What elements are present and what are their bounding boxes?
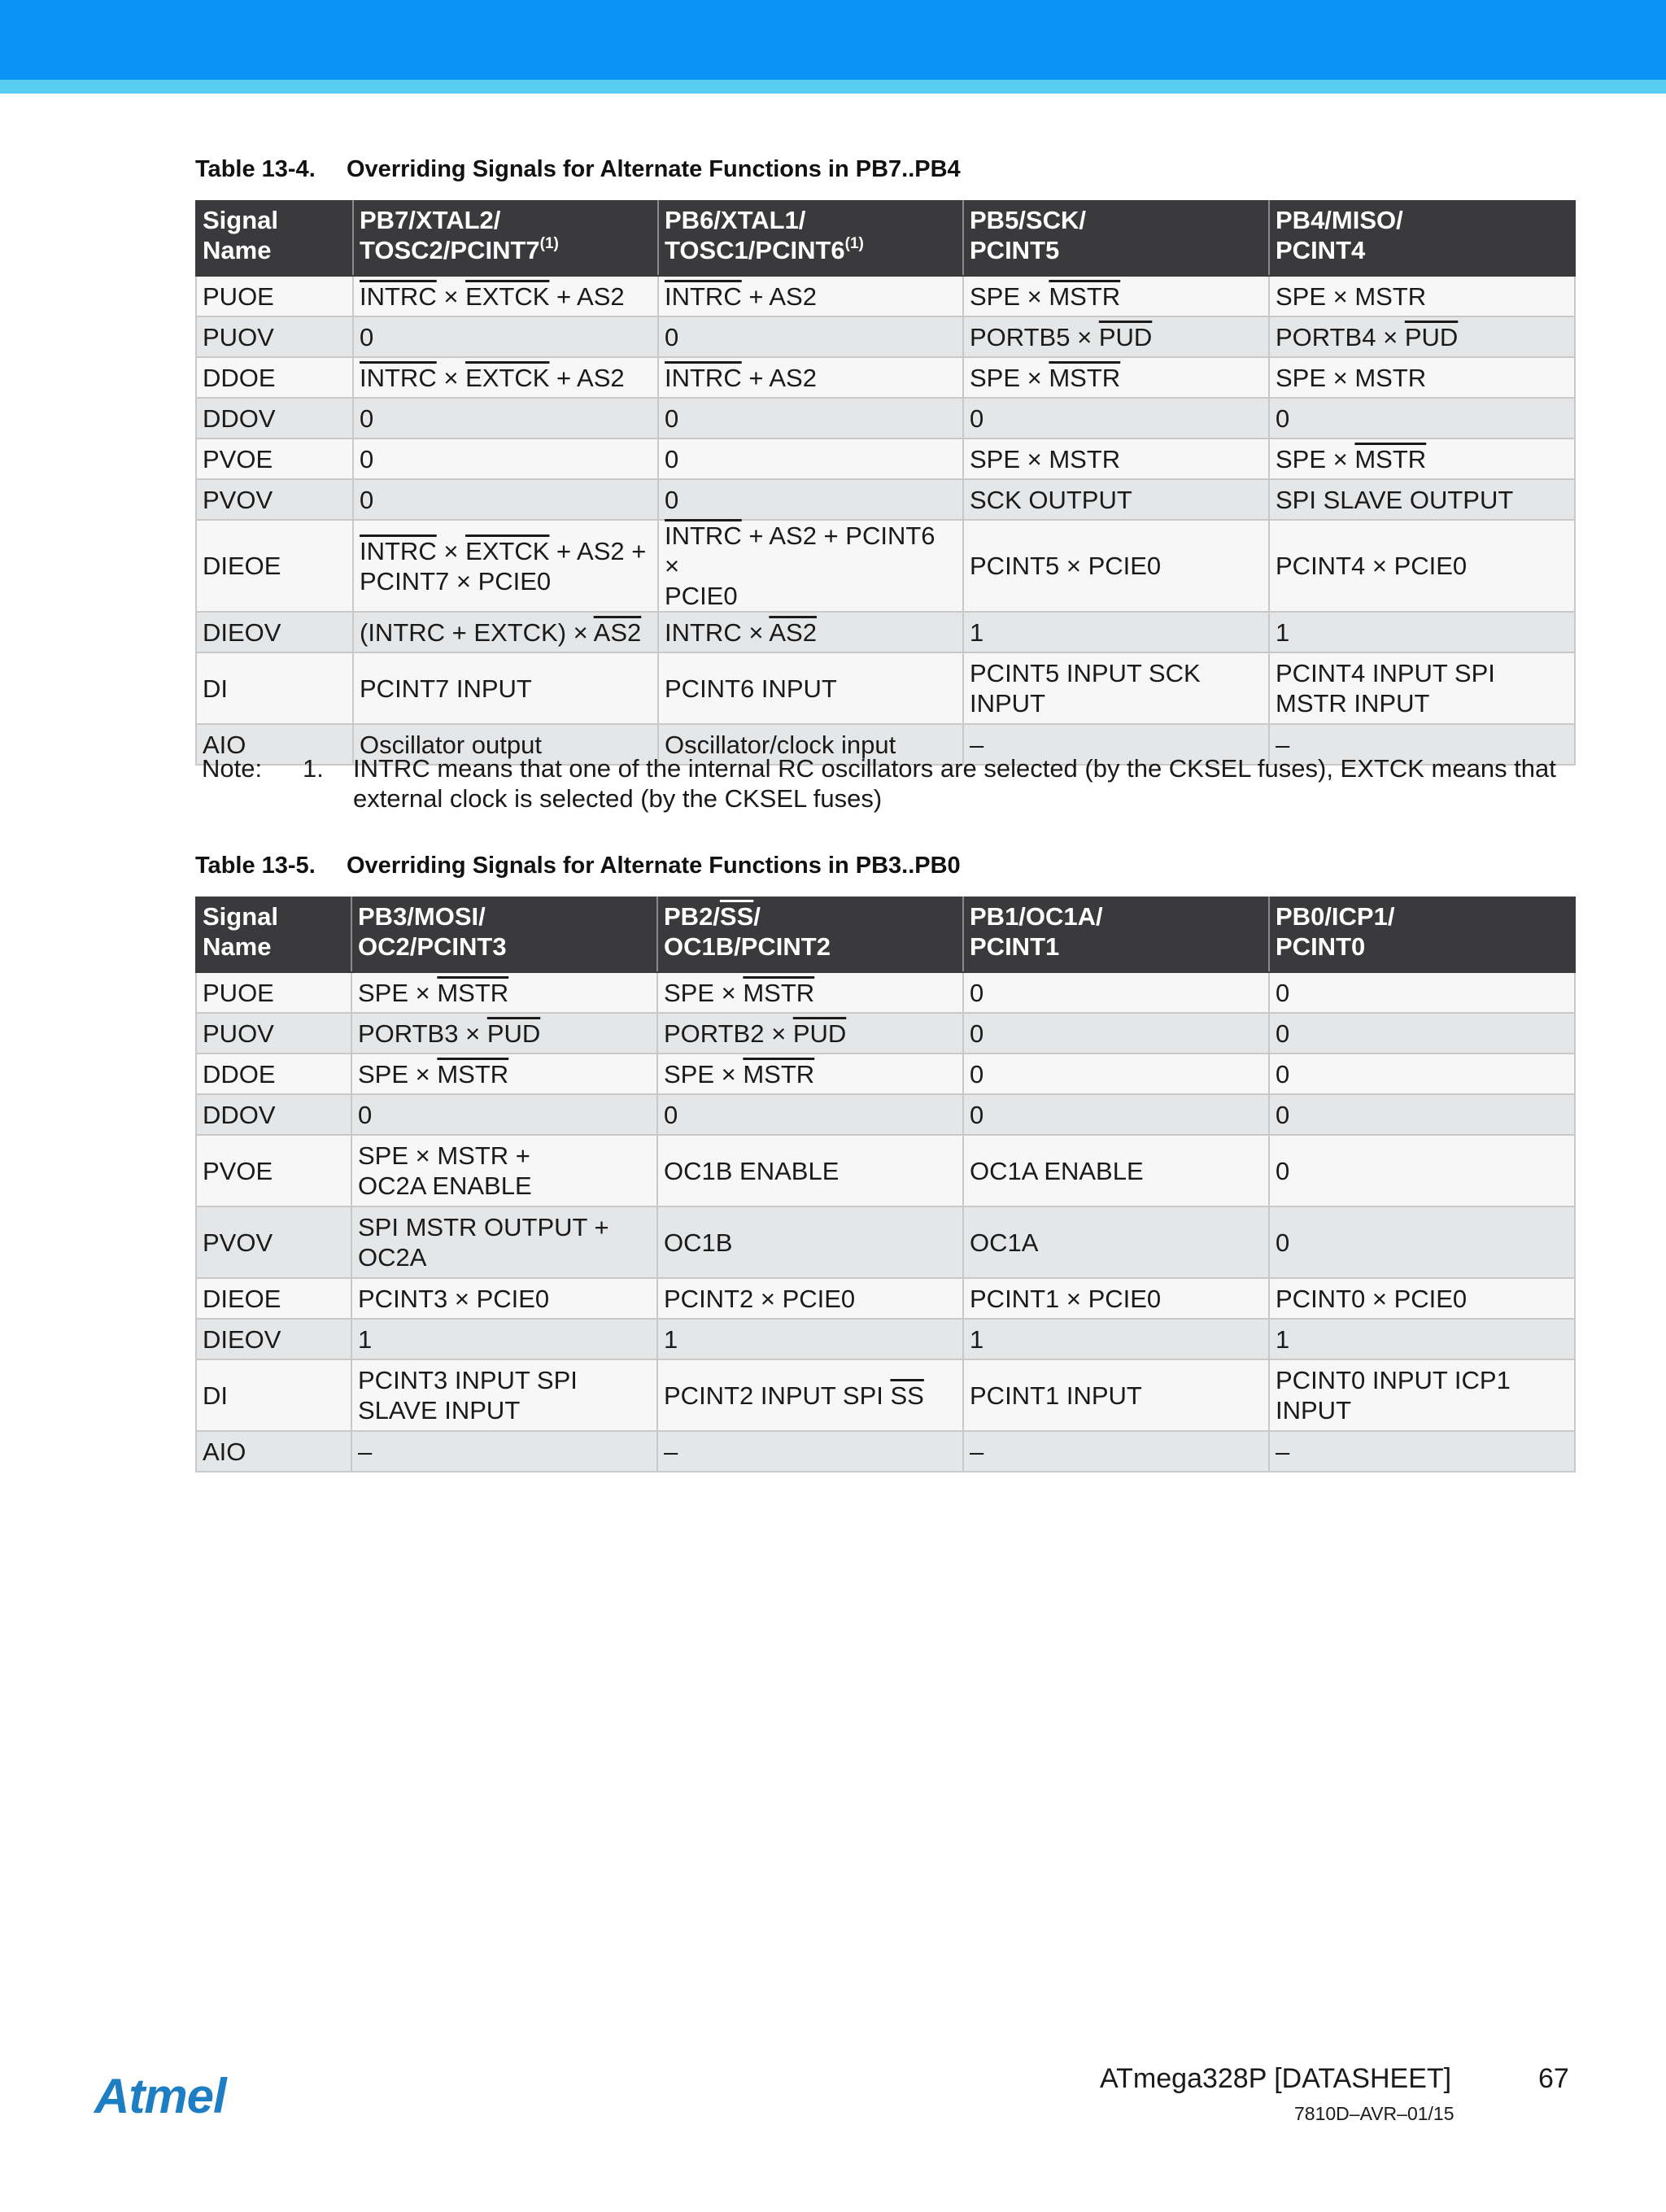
table-cell: SPE × MSTR [1269,438,1575,479]
document-code: 7810D–AVR–01/15 [1294,2103,1454,2124]
table1-header-row [196,201,1575,276]
table-cell: SPE × MSTR [657,972,963,1013]
table-row [196,398,1575,438]
table-cell: – [963,724,1269,765]
table-cell: 1 [963,1319,1269,1359]
note-number: 1. [303,754,324,783]
table2-caption [195,853,961,879]
table-cell: 0 [351,1094,657,1135]
signal-name-cell: DIEOV [196,1319,351,1359]
table-row [196,479,1575,520]
table-cell: INTRC + AS2 [658,357,963,398]
table-row [196,652,1575,724]
table-cell: PCINT4 × PCIE0 [1269,520,1575,612]
header-bar [0,0,1666,80]
table-cell: PORTB4 × $\overline{PUD}$ [1269,316,1575,357]
table-cell: PCINT3 × PCIE0 [351,1278,657,1319]
table-cell: OC1B [657,1206,963,1278]
table-cell: 0 [1269,398,1575,438]
table-cell: 1 [351,1319,657,1359]
signal-name-cell: PUOV [196,316,353,357]
table-cell: – [963,1431,1269,1472]
table-cell: PORTB5 × $\overline{PUD}$ [963,316,1269,357]
table-row [196,357,1575,398]
table-cell: 0 [353,479,658,520]
signal-name-cell: DDOV [196,398,353,438]
table-cell: INTRC × EXTCK + AS2 + PCINT7 × PCIE0 [353,520,658,612]
table-row [196,1278,1575,1319]
table-row [196,520,1575,612]
table2-caption-title: Overriding Signals for Alternate Functions in PB3..PB0 [347,853,961,879]
signal-name-cell: PVOV [196,1206,351,1278]
table-row [196,1094,1575,1135]
table-cell: 0 [963,972,1269,1013]
table-cell: SPE × MSTR [657,1054,963,1094]
table-cell: 0 [1269,1013,1575,1054]
table-cell: SPE × MSTR [1269,357,1575,398]
signal-name-cell: DDOE [196,357,353,398]
table-cell: 0 [963,1054,1269,1094]
table-cell: Oscillator/clock input [658,724,963,765]
table-cell: SPE × MSTR [963,276,1269,316]
table-cell: PCINT5 INPUT SCK INPUT [963,652,1269,724]
table-cell: SPE × MSTR [963,357,1269,398]
table-cell: 0 [658,316,963,357]
table-cell: SPE × MSTR + OC2A ENABLE [351,1135,657,1206]
table1-caption [195,156,961,183]
signal-name-cell: AIO [196,1431,351,1472]
table-cell: SPI SLAVE OUTPUT [1269,479,1575,520]
signal-name-cell: PUOV [196,1013,351,1054]
table2-header-pb2: $PB2/\overline{SS}/$ OC1B/PCINT2 [657,897,963,972]
table-cell: OC1A [963,1206,1269,1278]
table-cell: SPI MSTR OUTPUT + OC2A [351,1206,657,1278]
table-cell: PORTB3 × $\overline{PUD}$ [351,1013,657,1054]
table-cell: 0 [658,438,963,479]
table-cell: 0 [963,1013,1269,1054]
table-cell: PCINT1 × PCIE0 [963,1278,1269,1319]
table-row [196,1013,1575,1054]
note-text: INTRC means that one of the internal RC oscillators are selected (by the CKSEL fuses), EXTCK means that external clock is selected (by the CKSEL fuses) [353,754,1556,813]
table-row [196,1206,1575,1278]
table-cell: 0 [657,1094,963,1135]
table-cell: PCINT5 × PCIE0 [963,520,1269,612]
signal-name-cell: PUOE [196,276,353,316]
table-cell: OC1B ENABLE [657,1135,963,1206]
table-cell: – [657,1431,963,1472]
table-cell: INTRC × AS2 [658,612,963,652]
table-cell: 0 [1269,1135,1575,1206]
signal-name-cell: DI [196,1359,351,1431]
signal-name-cell: PVOE [196,1135,351,1206]
table-cell: INTRC × EXTCK + AS2 [353,276,658,316]
table1 [195,200,1576,766]
table-cell: PCINT6 INPUT [658,652,963,724]
table-cell: 0 [963,1094,1269,1135]
atmel-logo: Atmel [94,2069,226,2123]
table-row [196,438,1575,479]
signal-name-cell: PVOE [196,438,353,479]
table-cell: INTRC × EXTCK + AS2 [353,357,658,398]
table-row [196,1359,1575,1431]
table-cell: – [1269,1431,1575,1472]
signal-name-cell: PUOE [196,972,351,1013]
table-cell: 0 [963,398,1269,438]
signal-name-cell: DIEOV [196,612,353,652]
signal-name-cell: PVOV [196,479,353,520]
signal-name-cell: DDOV [196,1094,351,1135]
table-cell: 0 [1269,1206,1575,1278]
signal-name-cell: DDOE [196,1054,351,1094]
table1-header-pb5: PB5/SCK/ PCINT5 [963,201,1269,276]
table-cell: SCK OUTPUT [963,479,1269,520]
table-cell: 0 [1269,972,1575,1013]
signal-name-cell: DIEOE [196,520,353,612]
signal-name-cell: DIEOE [196,1278,351,1319]
table2-header-row [196,897,1575,972]
table1-header-pb4: PB4/MISO/ PCINT4 [1269,201,1575,276]
table-cell: – [351,1431,657,1472]
table-cell: PCINT2 INPUT SPI $\overline{SS}$ [657,1359,963,1431]
table2-header-pb1: PB1/OC1A/ PCINT1 [963,897,1269,972]
table-cell: INTRC + AS2 + PCINT6 × PCIE0 [658,520,963,612]
signal-name-cell: DI [196,652,353,724]
table-cell: 1 [1269,1319,1575,1359]
table-cell: SPE × MSTR [1269,276,1575,316]
table-row [196,316,1575,357]
table-cell: 0 [658,479,963,520]
header-stripe [0,80,1666,94]
table2-header-pb0: PB0/ICP1/ PCINT0 [1269,897,1575,972]
page-number: 67 [1538,2063,1569,2094]
table2 [195,897,1576,1472]
table-cell: SPE × MSTR [963,438,1269,479]
table-cell: SPE × MSTR [351,1054,657,1094]
table-cell: 1 [963,612,1269,652]
signal-name-cell: AIO [196,724,353,765]
table2-caption-number: Table 13-5. [195,853,316,879]
table1-caption-title: Overriding Signals for Alternate Functions in PB7..PB4 [347,156,961,182]
table-cell: PCINT4 INPUT SPI MSTR INPUT [1269,652,1575,724]
table1-header-signal-name: Signal Name [196,201,353,276]
table-cell: – [1269,724,1575,765]
table-cell: 1 [657,1319,963,1359]
table1-header-pb7: PB7/XTAL2/ TOSC2/PCINT7$^{(1)}$ [353,201,658,276]
table-cell: 0 [353,438,658,479]
table-cell: INTRC + AS2 [658,276,963,316]
table-cell: 0 [353,316,658,357]
table-cell: PCINT0 INPUT ICP1 INPUT [1269,1359,1575,1431]
table-row [196,972,1575,1013]
table-cell: PCINT0 × PCIE0 [1269,1278,1575,1319]
table2-header-pb3: PB3/MOSI/ OC2/PCINT3 [351,897,657,972]
table1-caption-number: Table 13-4. [195,156,316,182]
table-row [196,1319,1575,1359]
table-row [196,1054,1575,1094]
note-label: Note: [202,754,263,783]
table-row [196,612,1575,652]
table-cell: 0 [1269,1054,1575,1094]
footer-title: ATmega328P [DATASHEET] [1100,2063,1452,2094]
table-cell: Oscillator output [353,724,658,765]
table2-header-signal-name: Signal Name [196,897,351,972]
table-cell: PORTB2 × $\overline{PUD}$ [657,1013,963,1054]
table-cell: PCINT1 INPUT [963,1359,1269,1431]
table-cell: 0 [658,398,963,438]
table-cell: PCINT7 INPUT [353,652,658,724]
table-row [196,1135,1575,1206]
table-row [196,1431,1575,1472]
table-cell: 0 [1269,1094,1575,1135]
table-cell: (INTRC + EXTCK) × AS2 [353,612,658,652]
table-cell: OC1A ENABLE [963,1135,1269,1206]
table-row [196,276,1575,316]
table-cell: PCINT2 × PCIE0 [657,1278,963,1319]
table-cell: 0 [353,398,658,438]
table-cell: SPE × MSTR [351,972,657,1013]
table-cell: 1 [1269,612,1575,652]
table-cell: PCINT3 INPUT SPI SLAVE INPUT [351,1359,657,1431]
table1-header-pb6: PB6/XTAL1/ TOSC1/PCINT6$^{(1)}$ [658,201,963,276]
